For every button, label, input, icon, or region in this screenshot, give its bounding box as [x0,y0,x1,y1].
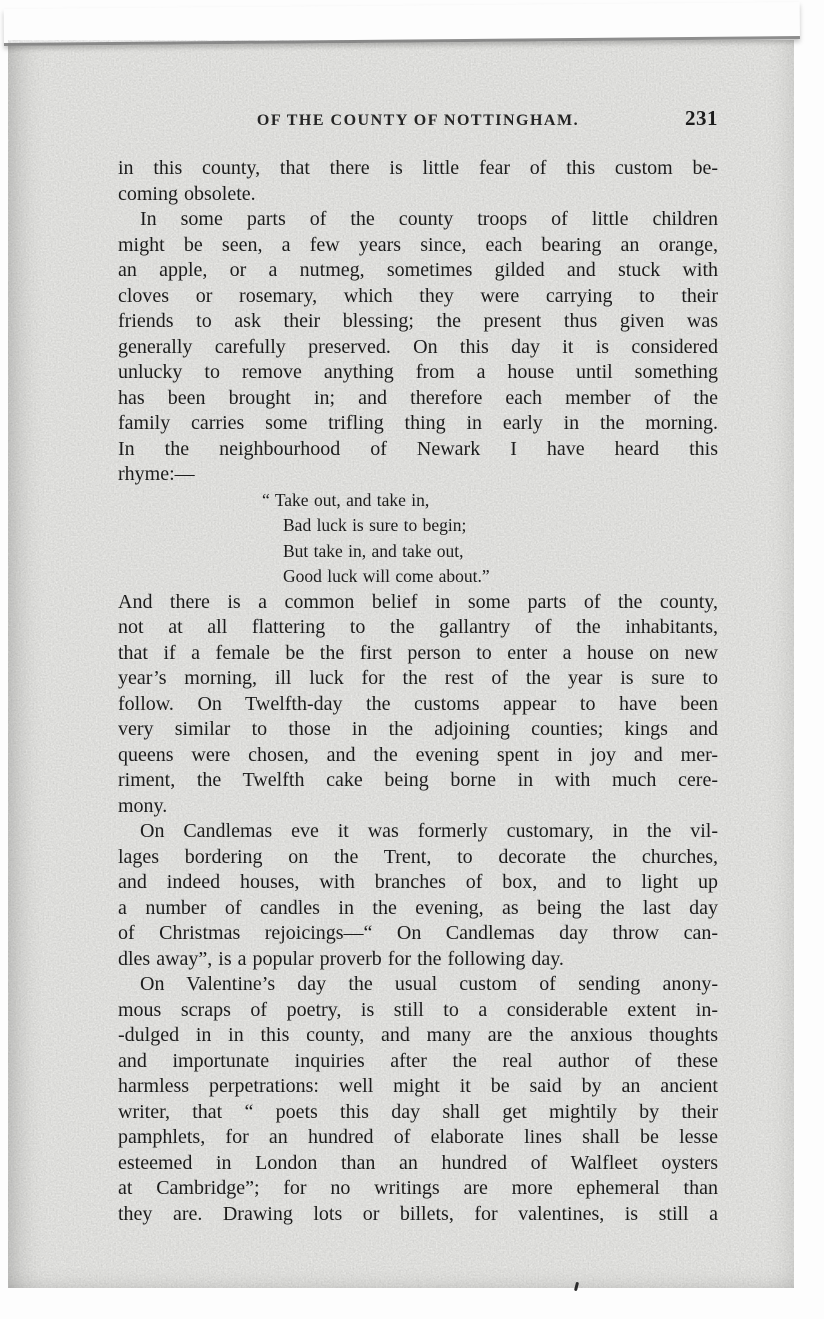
text-line: mous scraps of poetry, is still to a considerable extent in- [118,998,718,1021]
page [8,40,794,1288]
text-line: an apple, or a nutmeg, sometimes gilded and stuck with [118,259,718,281]
text-line: of Christmas rejoicings—“ On Candlemas day throw can- [118,922,718,944]
text-line: harmless perpetrations: well might it be said by an ancient [118,1075,718,1097]
text-line: esteemed in London than an hundred of Walfleet oysters [118,1151,718,1174]
scan-artifact-mark [574,1282,579,1291]
verse-line: But take in, and take out, [283,540,464,561]
text-line: pamphlets, for an hundred of elaborate lines shall be lesse [118,1126,718,1148]
text-line: dles away”, is a popular proverb for the following day. [118,947,564,970]
text-line: lages bordering on the Trent, to decorate the churches, [118,845,718,868]
text-line: coming obsolete. [118,182,256,205]
text-line: year’s morning, ill luck for the rest of the year is sure to [118,667,718,689]
page-number: 231 [685,106,718,130]
text-line: they are. Drawing lots or billets, for valentines, is still a [118,1202,718,1225]
text-line: rhyme:— [118,463,195,485]
verse [118,488,718,590]
text-line: friends to ask their blessing; the present thus given was [118,310,718,332]
text-line: mony. [118,794,168,817]
text-line: -dulged in in this county, and many are the anxious thoughts [118,1024,718,1046]
paragraph [118,156,718,207]
text-line: On Valentine’s day the usual custom of sending anony- [140,973,718,995]
text-line: might be seen, a few years since, each bearing an orange, [118,233,718,256]
paragraph [118,972,718,1227]
text-line: On Candlemas eve it was formerly customary, in the vil- [140,820,718,842]
text-block [118,156,718,1227]
page-header [118,106,718,134]
verse-line: “ Take out, and take in, [262,489,430,510]
page-content [118,40,718,1227]
text-line: not at all flattering to the gallantry of the inhabitants, [118,616,718,638]
paragraph [118,207,718,488]
text-line: riment, the Twelfth cake being borne in with much cere- [118,769,718,791]
paragraph [118,819,718,972]
text-line: In some parts of the county troops of little children [140,208,718,230]
text-line: has been brought in; and therefore each member of the [118,386,718,409]
text-line: And there is a common belief in some parts of the county, [118,590,718,613]
text-line: and importunate inquiries after the real author of these [118,1049,718,1072]
text-line: a number of candles in the evening, as being the last day [118,896,718,919]
text-line: at Cambridge”; for no writings are more ephemeral than [118,1177,718,1199]
text-line: very similar to those in the adjoining counties; kings and [118,718,718,740]
running-header: OF THE COUNTY OF NOTTINGHAM. [256,112,580,129]
text-line: queens were chosen, and the evening spent in joy and mer- [118,743,718,766]
text-line: in this county, that there is little fear of this custom be- [118,157,718,179]
text-line: family carries some trifling thing in early in the morning. [118,412,718,434]
text-line: follow. On Twelfth-day the customs appear to have been [118,692,718,715]
text-line: writer, that “ poets this day shall get mightily by their [118,1100,718,1123]
text-line: cloves or rosemary, which they were carrying to their [118,284,718,307]
text-line: that if a female be the first person to enter a house on new [118,641,718,664]
paragraph [118,590,718,820]
text-line: unlucky to remove anything from a house until something [118,361,718,383]
verse-line: Good luck will come about.” [283,566,490,586]
text-line: In the neighbourhood of Newark I have heard this [118,437,718,460]
verse-line: Bad luck is sure to begin; [283,515,467,535]
text-line: generally carefully preserved. On this day it is considered [118,335,718,358]
text-line: and indeed houses, with branches of box, and to light up [118,871,718,893]
